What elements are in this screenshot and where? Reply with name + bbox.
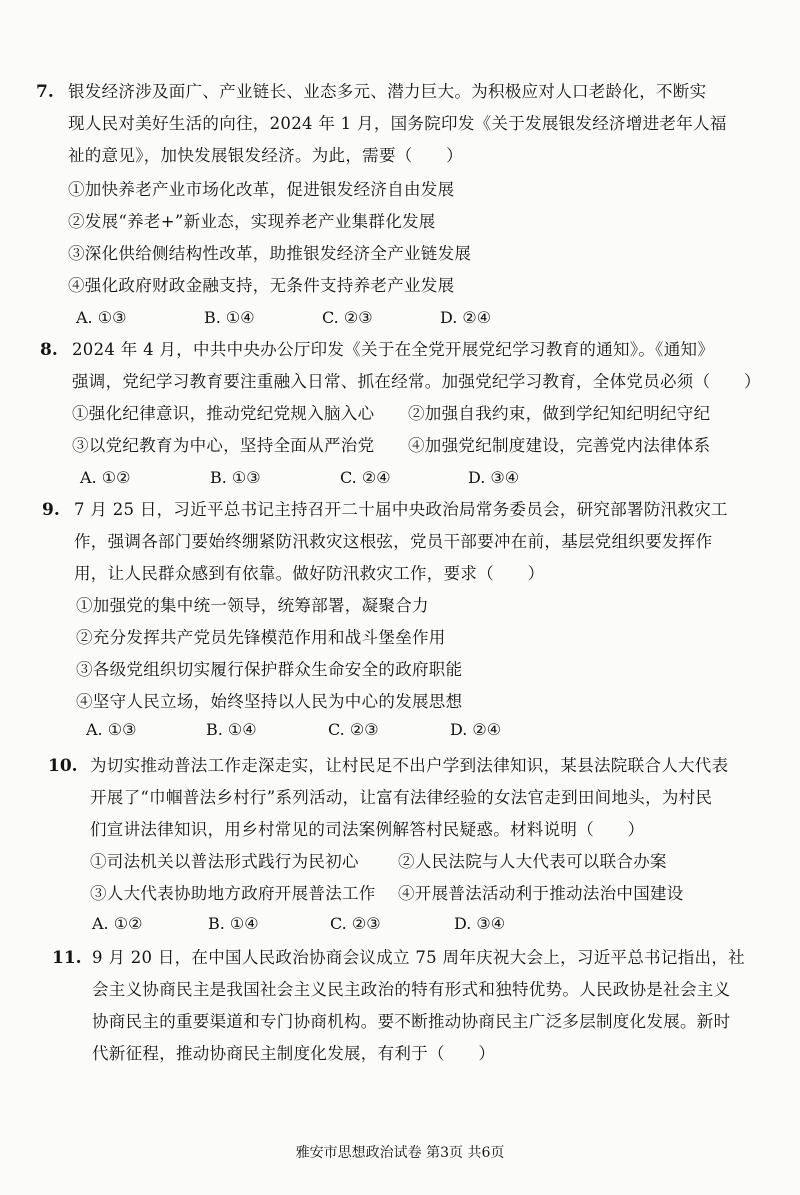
stem-line: 强调，党纪学习教育要注重融入日常、抓在经常。加强党纪学习教育，全体党员必须（ ） [72,372,761,391]
option-b: B. ①③ [210,468,261,487]
statement: ①司法机关以普法形式践行为民初心 [90,852,359,871]
stem-line: 开展了“巾帼普法乡村行”系列活动，让富有法律经验的女法官走到田间地头，为村民 [90,788,713,807]
option-a: A. ①③ [76,308,127,327]
statement: ②加强自我约束，做到学纪知纪明纪守纪 [408,404,711,423]
option-d: D. ③④ [468,468,520,487]
statement: ④开展普法活动利于推动法治中国建设 [398,884,684,903]
statement: ④加强党纪制度建设，完善党内法律体系 [408,436,711,455]
option-d: D. ③④ [454,914,506,933]
statement: ③人大代表协助地方政府开展普法工作 [90,884,376,903]
stem-line: 9 月 20 日，在中国人民政治协商会议成立 75 周年庆祝大会上，习近平总书记指出，社 [92,948,745,967]
option-d: D. ②④ [440,308,492,327]
option-b: B. ①④ [208,914,259,933]
statement: ③深化供给侧结构性改革，助推银发经济全产业链发展 [68,244,472,263]
question-number: 9. [42,500,60,520]
statement: ②充分发挥共产党员先锋模范作用和战斗堡垒作用 [76,628,446,647]
question-number: 10. [48,756,78,776]
statement: ③以党纪教育为中心，坚持全面从严治党 [72,436,375,455]
option-b: B. ①④ [204,308,255,327]
stem-line: 祉的意见》，加快发展银发经济。为此，需要（ ） [68,146,463,165]
statement: ②人民法院与人大代表可以联合办案 [398,852,667,871]
stem-line: 会主义协商民主是我国社会主义民主政治的特有形式和独特优势。人民政协是社会主义 [92,980,731,999]
stem-line: 现人民对美好生活的向往，2024 年 1 月，国务院印发《关于发展银发经济增进老年人福 [68,114,727,133]
stem-line: 作，强调各部门要始终绷紧防汛救灾这根弦，党员干部要冲在前，基层党组织要发挥作 [74,532,713,551]
page-footer: 雅安市思想政治试卷 第3页 共6页 [295,1145,505,1161]
option-c: C. ②③ [328,720,379,739]
option-c: C. ②③ [330,914,381,933]
stem-line: 2024 年 4 月，中共中央办公厅印发《关于在全党开展党纪学习教育的通知》。《通知》 [72,340,715,359]
stem-line: 代新征程，推动协商民主制度化发展，有利于（ ） [92,1044,496,1063]
option-c: C. ②④ [340,468,391,487]
question-number: 7. [36,82,54,102]
option-a: A. ①② [92,914,143,933]
statement: ④强化政府财政金融支持，无条件支持养老产业发展 [68,276,455,295]
statement: ③各级党组织切实履行保护群众生命安全的政府职能 [76,660,463,679]
option-d: D. ②④ [450,720,502,739]
option-b: B. ①④ [206,720,257,739]
statement: ④坚守人民立场，始终坚持以人民为中心的发展思想 [76,692,463,711]
statement: ①加快养老产业市场化改革，促进银发经济自由发展 [68,180,455,199]
statement: ①加强党的集中统一领导，统筹部署，凝聚合力 [76,596,429,615]
stem-line: 为切实推动普法工作走深走实，让村民足不出户学到法律知识，某县法院联合人大代表 [90,756,729,775]
stem-line: 协商民主的重要渠道和专门协商机构。要不断推动协商民主广泛多层制度化发展。新时 [92,1012,731,1031]
question-number: 11. [52,948,82,968]
question-number: 8. [40,340,58,360]
stem-line: 7 月 25 日，习近平总书记主持召开二十届中央政治局常务委员会，研究部署防汛救灾工 [74,500,728,519]
stem-line: 们宣讲法律知识，用乡村常见的司法案例解答村民疑惑。材料说明（ ） [90,820,645,839]
stem-line: 银发经济涉及面广、产业链长、业态多元、潜力巨大。为积极应对人口老龄化，不断实 [68,82,707,101]
option-a: A. ①② [80,468,131,487]
statement: ①强化纪律意识，推动党纪党规入脑入心 [72,404,375,423]
option-c: C. ②③ [322,308,373,327]
stem-line: 用，让人民群众感到有依靠。做好防汛救灾工作，要求（ ） [74,564,545,583]
option-a: A. ①③ [86,720,137,739]
statement: ②发展“养老+”新业态，实现养老产业集群化发展 [68,212,436,231]
